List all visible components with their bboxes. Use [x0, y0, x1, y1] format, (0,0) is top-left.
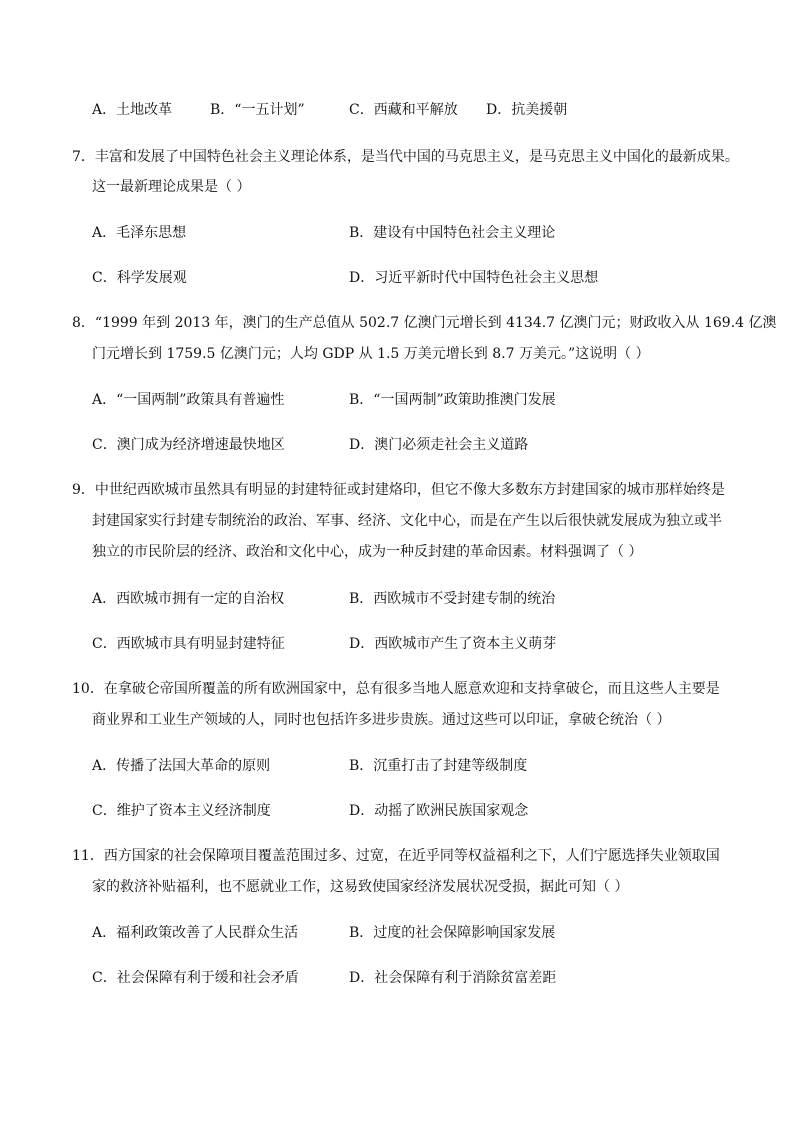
q10-option-d: D．动摇了欧洲民族国家观念 — [349, 803, 529, 819]
q9-option-c: C．西欧城市具有明显封建特征 — [92, 636, 285, 652]
q8-stem-line-2: 门元增长到 1759.5 亿澳门元；人均 GDP 从 1.5 万美元增长到 8.7 万美元。”这说明（ ） — [92, 346, 650, 362]
q9-option-d: D．西欧城市产生了资本主义萌芽 — [349, 636, 557, 652]
q8-option-a: A．“一国两制”政策具有普遍性 — [92, 392, 285, 408]
q6-option-c: C．西藏和平解放 — [349, 102, 458, 118]
q8-option-c: C．澳门成为经济增速最快地区 — [92, 437, 285, 453]
q10-option-c: C．维护了资本主义经济制度 — [92, 803, 271, 819]
q7-option-b: B．建设有中国特色社会主义理论 — [349, 225, 556, 241]
q7-stem-line-1: 7．丰富和发展了中国特色社会主义理论体系，是当代中国的马克思主义，是马克思主义中国化的最新成果。 — [72, 149, 739, 165]
q11-stem-line-2: 家的救济补贴福利，也不愿就业工作，这易致使国家经济发展状况受损，据此可知（ ） — [92, 879, 629, 895]
q8-stem-line-1: 8．“1999 年到 2013 年，澳门的生产总值从 502.7 亿澳门元增长到 4134.7 亿澳门元；财政收入从 169.4 亿澳 — [72, 315, 777, 331]
q7-option-a: A．毛泽东思想 — [92, 225, 187, 241]
q10-option-a: A．传播了法国大革命的原则 — [92, 758, 271, 774]
q6-option-a: A．土地改革 — [92, 102, 173, 118]
q6-option-b: B．“一五计划” — [210, 102, 305, 118]
q6-option-d: D．抗美援朝 — [486, 102, 568, 118]
q10-stem-line-2: 商业界和工业生产领域的人，同时也包括许多进步贵族。通过这些可以印证，拿破仑统治（ ） — [92, 712, 671, 728]
q11-option-b: B．过度的社会保障影响国家发展 — [349, 925, 556, 941]
q9-option-a: A．西欧城市拥有一定的自治权 — [92, 591, 285, 607]
q10-option-b: B．沉重打击了封建等级制度 — [349, 758, 528, 774]
q11-stem-line-1: 11．西方国家的社会保障项目覆盖范围过多、过宽，在近乎同等权益福利之下，人们宁愿选择失业领取国 — [72, 848, 720, 864]
q8-option-d: D．澳门必须走社会主义道路 — [349, 437, 529, 453]
q7-option-c: C．科学发展观 — [92, 270, 187, 286]
q10-stem-line-1: 10．在拿破仑帝国所覆盖的所有欧洲国家中，总有很多当地人愿意欢迎和支持拿破仑，而且这些人主要是 — [72, 681, 720, 697]
q11-option-d: D．社会保障有利于消除贫富差距 — [349, 970, 557, 986]
q11-option-c: C．社会保障有利于缓和社会矛盾 — [92, 970, 299, 986]
q9-stem-line-1: 9．中世纪西欧城市虽然具有明显的封建特征或封建烙印，但它不像大多数东方封建国家的城市那样始终是 — [72, 482, 725, 498]
q11-option-a: A．福利政策改善了人民群众生活 — [92, 925, 299, 941]
q7-option-d: D．习近平新时代中国特色社会主义思想 — [349, 270, 599, 286]
q9-stem-line-3: 独立的市民阶层的经济、政治和文化中心，成为一种反封建的革命因素。材料强调了（ ） — [92, 544, 643, 560]
q9-stem-line-2: 封建国家实行封建专制统治的政治、军事、经济、文化中心，而是在产生以后很快就发展成为独立或半 — [92, 513, 722, 529]
q7-stem-line-2: 这一最新理论成果是（ ） — [92, 179, 251, 195]
q8-option-b: B．“一国两制”政策助推澳门发展 — [349, 392, 556, 408]
q9-option-b: B．西欧城市不受封建专制的统治 — [349, 591, 556, 607]
